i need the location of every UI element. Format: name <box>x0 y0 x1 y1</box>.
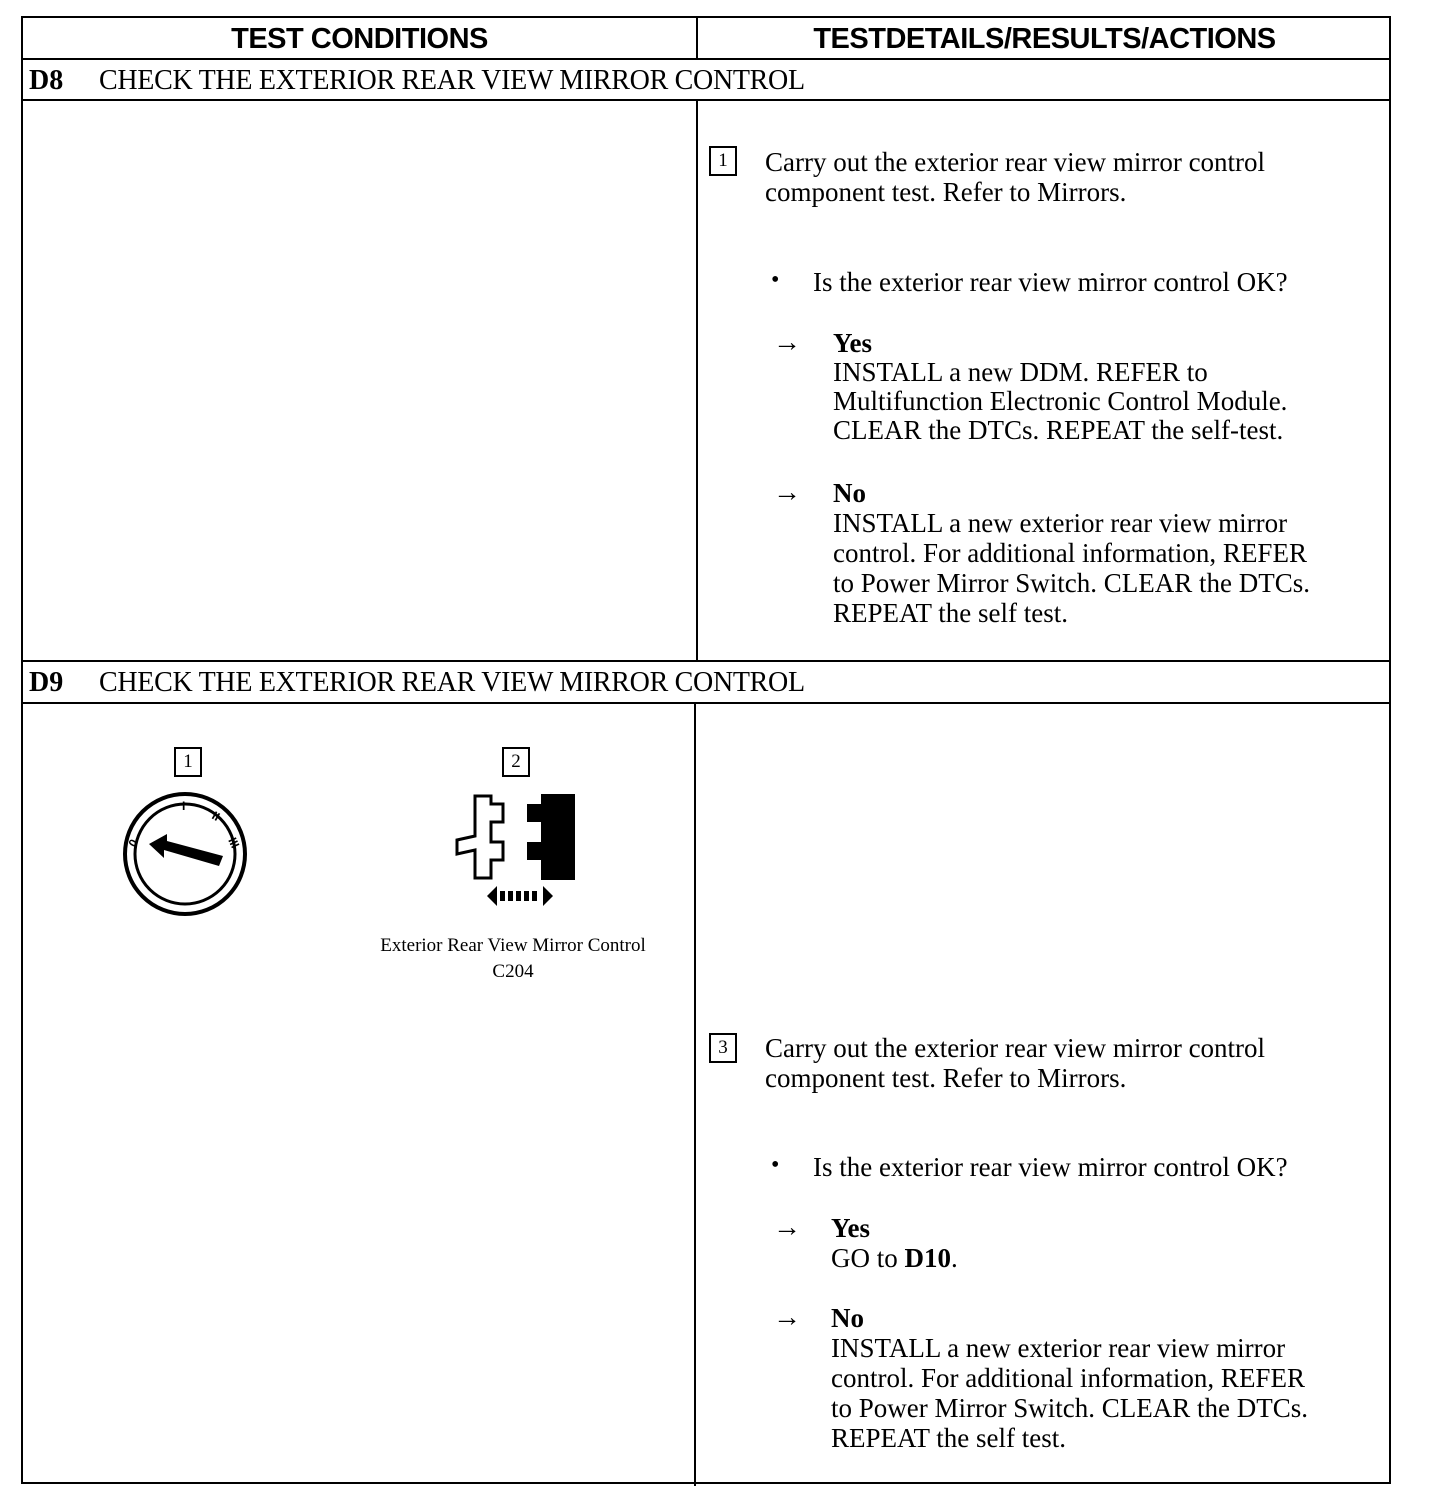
header-divider <box>696 18 698 60</box>
step-title: CHECK THE EXTERIOR REAR VIEW MIRROR CONTROL <box>99 667 805 698</box>
result-text-line: INSTALL a new DDM. REFER to <box>833 357 1208 387</box>
position-label: 0 <box>125 836 141 850</box>
header-test-details: TESTDETAILS/RESULTS/ACTIONS <box>813 23 1276 55</box>
arrow-right-icon: → <box>773 1212 801 1243</box>
action-text-line: Carry out the exterior rear view mirror control <box>765 1033 1266 1063</box>
step-code: D9 <box>29 667 64 698</box>
ignition-switch-icon <box>111 796 251 916</box>
result-text-line: control. For additional information, REFER <box>831 1363 1305 1393</box>
result-text-line: to Power Mirror Switch. CLEAR the DTCs. <box>833 568 1310 598</box>
action-text-line: component test. Refer to Mirrors. <box>765 177 1127 207</box>
result-text-line: REPEAT the self test. <box>831 1423 1066 1453</box>
figure-caption: Exterior Rear View Mirror Control <box>380 935 646 956</box>
arrow-right-icon: → <box>773 327 801 358</box>
bullet-icon: • <box>771 267 780 293</box>
go-to-period: . <box>951 1243 958 1273</box>
action-text-line: component test. Refer to Mirrors. <box>765 1063 1127 1093</box>
figure-number-box: 2 <box>502 747 530 777</box>
question-text: Is the exterior rear view mirror control OK? <box>813 1152 1288 1182</box>
yes-label: Yes <box>833 328 872 358</box>
result-text-line: INSTALL a new exterior rear view mirror <box>833 508 1288 538</box>
d8-column-divider <box>696 99 698 662</box>
d8-bottom-rule <box>23 660 1389 662</box>
d8-title-rule <box>23 99 1389 101</box>
d9-title-rule <box>23 702 1389 704</box>
header-test-conditions: TEST CONDITIONS <box>231 23 488 55</box>
header-rule <box>23 58 1389 60</box>
result-text-line: CLEAR the DTCs. REPEAT the self-test. <box>833 415 1284 445</box>
no-label: No <box>833 478 866 508</box>
result-text-line: to Power Mirror Switch. CLEAR the DTCs. <box>831 1393 1308 1423</box>
arrow-right-icon: → <box>773 477 801 508</box>
arrow-right-icon: → <box>773 1302 801 1333</box>
yes-label: Yes <box>831 1213 870 1243</box>
result-text-line: INSTALL a new exterior rear view mirror <box>831 1333 1286 1363</box>
position-label: III <box>225 835 243 851</box>
connector-icon <box>451 792 581 914</box>
result-text-line: Multifunction Electronic Control Module. <box>833 386 1288 416</box>
no-label: No <box>831 1303 864 1333</box>
diagnostic-table <box>21 16 1391 1484</box>
figure-number-box: 1 <box>174 747 202 777</box>
go-to-instruction <box>831 1243 958 1273</box>
question-text: Is the exterior rear view mirror control OK? <box>813 267 1288 297</box>
action-number-box: 3 <box>709 1033 737 1063</box>
d9-column-divider <box>694 702 696 1486</box>
action-number-box: 1 <box>709 146 737 176</box>
step-title: CHECK THE EXTERIOR REAR VIEW MIRROR CONTROL <box>99 65 805 96</box>
go-to-step: D10 <box>904 1243 951 1273</box>
action-text-line: Carry out the exterior rear view mirror control <box>765 147 1266 177</box>
step-d9-title-row <box>23 664 1389 702</box>
go-to-text: GO to <box>831 1243 905 1273</box>
position-label: I <box>182 799 186 813</box>
result-text-line: REPEAT the self test. <box>833 598 1068 628</box>
step-code: D8 <box>29 65 64 96</box>
connector-id: C204 <box>492 961 534 982</box>
bullet-icon: • <box>771 1152 780 1178</box>
step-d8-title-row <box>23 62 1389 100</box>
result-text-line: control. For additional information, REFER <box>833 538 1307 568</box>
position-label: II <box>209 808 223 824</box>
